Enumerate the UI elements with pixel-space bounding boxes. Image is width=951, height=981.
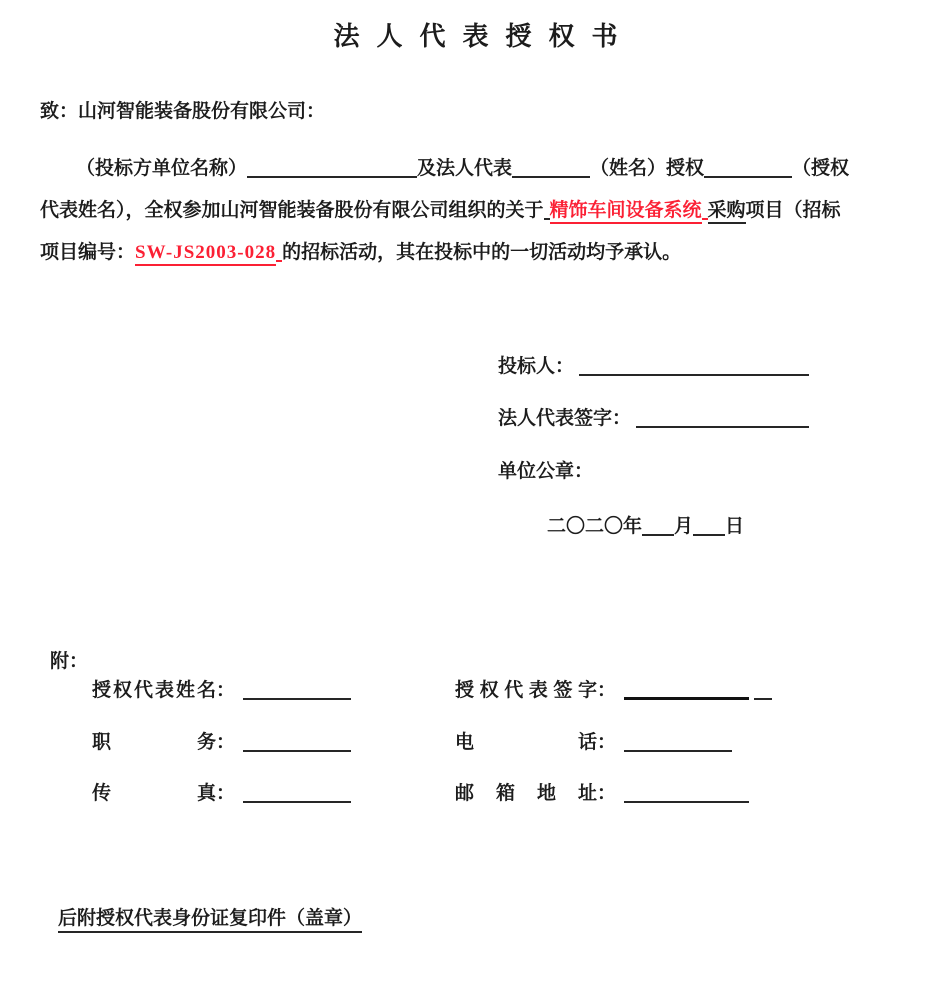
blank-segment-before-project — [544, 203, 550, 220]
project-code-highlight: SW-JS2003-028 — [135, 242, 276, 266]
line3-pre: 项目编号： — [40, 242, 136, 263]
attachment-row-2-right — [455, 730, 732, 756]
line3-tail: 的招标活动，其在投标中的一切活动均予承认。 — [282, 242, 682, 263]
job-title-label: 职务 — [92, 732, 216, 753]
rep-signature-label: 授权代表签字 — [455, 680, 597, 701]
blank-bidder-signature — [579, 359, 809, 376]
date-day-label: 日 — [725, 516, 745, 537]
blank-authorized-rep-name — [704, 161, 792, 178]
date-year: 二〇二〇年 — [547, 516, 643, 537]
footer-note-row — [58, 903, 362, 930]
project-name-highlight: 精饰车间设备系统 — [550, 200, 702, 224]
colon: ： — [216, 680, 236, 701]
colon: ： — [597, 680, 617, 701]
colon: ： — [597, 783, 617, 804]
blank-rep-signature — [624, 682, 749, 700]
blank-bidder-company-name — [247, 161, 417, 178]
document-title: 法人代表授权书 — [333, 22, 635, 51]
salutation-line: 致：山河智能装备股份有限公司： — [40, 101, 326, 122]
line1-mid2: （姓名）授权 — [590, 158, 705, 179]
date-month-label: 月 — [674, 516, 694, 537]
procurement-underlined: 采购 — [708, 200, 746, 224]
company-seal-row — [498, 459, 593, 485]
colon: ： — [216, 732, 236, 753]
line2-pre: 代表姓名），全权参加山河智能装备股份有限公司组织的关于 — [40, 200, 544, 221]
attachment-heading: 附： — [50, 651, 89, 672]
blank-phone — [624, 735, 732, 752]
blank-job-title — [243, 735, 351, 752]
attachment-row-1-right — [455, 678, 772, 704]
bidder-row — [498, 354, 809, 380]
fax-label: 传真 — [92, 783, 216, 804]
attachment-row-3-right — [455, 781, 749, 807]
line1-pre: （投标方单位名称） — [76, 158, 248, 179]
attachment-row-3 — [92, 781, 351, 807]
paragraph-line-1 — [76, 156, 849, 182]
phone-label: 电话 — [455, 732, 597, 753]
rep-name-label: 授权代表姓名 — [92, 680, 216, 701]
blank-rep-signature-tail — [754, 683, 772, 700]
legal-rep-sign-row — [498, 406, 809, 432]
bidder-label: 投标人： — [498, 356, 575, 377]
blank-month — [642, 519, 674, 536]
blank-rep-name — [243, 683, 351, 700]
line1-tail: （授权 — [792, 158, 850, 179]
colon: ： — [216, 783, 236, 804]
paragraph-line-3 — [40, 240, 681, 266]
blank-fax — [243, 786, 351, 803]
attachment-row-2 — [92, 730, 351, 756]
company-seal-label: 单位公章： — [498, 461, 594, 482]
line2-tail: 项目（招标 — [745, 200, 841, 221]
line1-mid1: 及法人代表 — [417, 158, 513, 179]
attachment-row-1 — [92, 678, 351, 704]
blank-legal-rep-name — [512, 161, 590, 178]
date-row — [547, 514, 744, 540]
blank-email — [624, 786, 749, 803]
blank-legal-rep-signature — [636, 411, 809, 428]
colon: ： — [597, 732, 617, 753]
red-underline-tail — [702, 203, 708, 220]
blank-day — [693, 519, 725, 536]
email-label: 邮箱地址 — [455, 783, 597, 804]
paragraph-line-2 — [40, 198, 841, 224]
legal-rep-sign-label: 法人代表签字： — [498, 408, 632, 429]
footer-note: 后附授权代表身份证复印件（盖章） — [58, 908, 362, 933]
